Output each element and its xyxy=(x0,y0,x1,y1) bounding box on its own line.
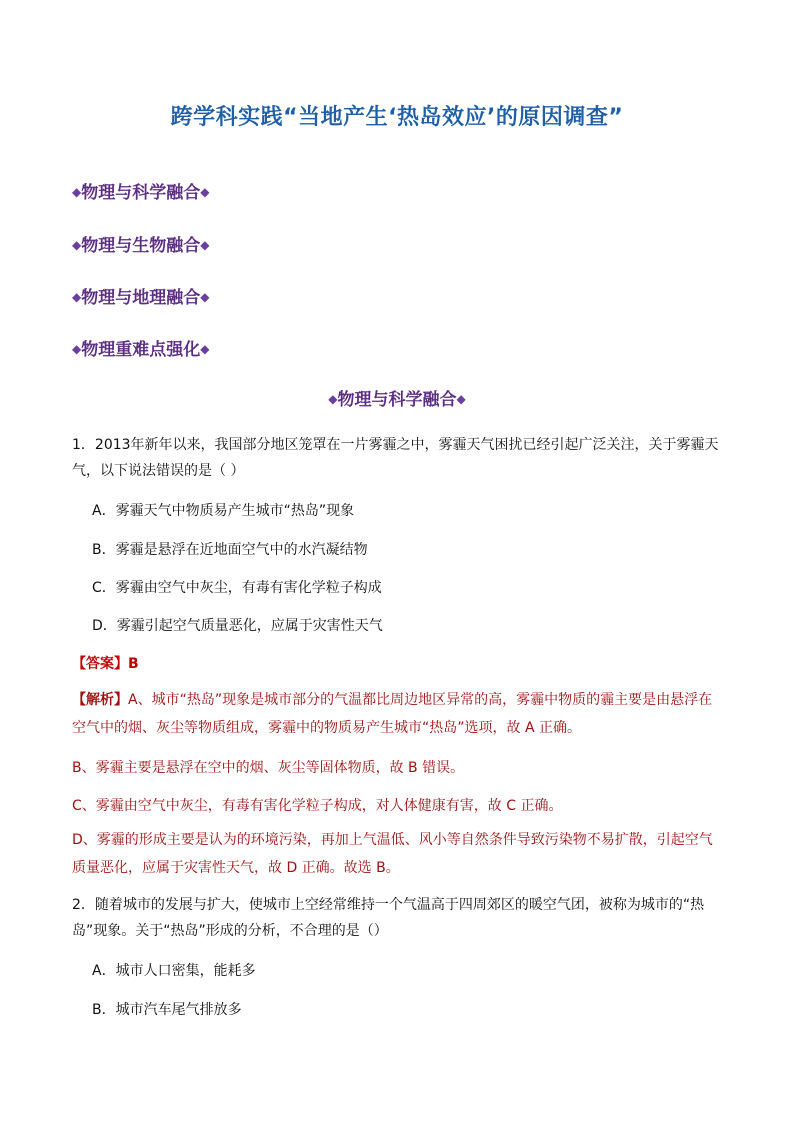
toc-item-label: 物理与科学融合 xyxy=(81,183,201,203)
question-1-option-b: B．雾霾是悬浮在近地面空气中的水汽凝结物 xyxy=(92,542,368,558)
diamond-icon: ◆ xyxy=(456,392,466,406)
diamond-icon: ◆ xyxy=(200,185,210,199)
question-1-answer xyxy=(72,653,139,673)
question-1-option-c: C．雾霾由空气中灰尘，有毒有害化学粒子构成 xyxy=(92,580,382,596)
question-2-option-b: B．城市汽车尾气排放多 xyxy=(92,1002,242,1018)
question-1-option-d: D．雾霾引起空气质量恶化，应属于灾害性天气 xyxy=(92,618,383,634)
toc-item-label: 物理重难点强化 xyxy=(81,340,201,360)
question-1-option-a: A．雾霾天气中物质易产生城市“热岛”现象 xyxy=(92,503,355,519)
toc-item-label: 物理与生物融合 xyxy=(81,236,201,256)
toc-item-science[interactable] xyxy=(72,178,209,203)
diamond-icon: ◆ xyxy=(72,290,82,304)
diamond-icon: ◆ xyxy=(200,238,210,252)
question-1-analysis-d: D、雾霾的形成主要是认为的环境污染，再加上气温低、风小等自然条件导致污染物不易扩散，引起空气质量恶化，应属于灾害性天气，故 D 正确。故选 B。 xyxy=(72,832,713,876)
toc-item-biology[interactable] xyxy=(72,231,209,256)
section-heading-label: 物理与科学融合 xyxy=(337,390,457,410)
toc-item-label: 物理与地理融合 xyxy=(81,288,201,308)
question-2-option-a: A．城市人口密集，能耗多 xyxy=(92,963,256,979)
diamond-icon: ◆ xyxy=(200,290,210,304)
answer-value: B xyxy=(128,656,139,672)
question-1-text: 1．2013年新年以来，我国部分地区笼罩在一片雾霾之中，雾霾天气困扰已经引起广泛关注，关于雾霾天气，以下说法错误的是（ ） xyxy=(72,437,719,479)
diamond-icon: ◆ xyxy=(72,238,82,252)
analysis-label: 【解析】 xyxy=(72,692,128,708)
answer-label: 【答案】 xyxy=(72,656,128,672)
question-1-analysis-b: B、雾霾主要是悬浮在空中的烟、灰尘等固体物质，故 B 错误。 xyxy=(72,760,465,776)
diamond-icon: ◆ xyxy=(328,392,338,406)
diamond-icon: ◆ xyxy=(72,342,82,356)
question-2-text: 2．随着城市的发展与扩大，使城市上空经常维持一个气温高于四周郊区的暖空气团，被称为城市的“热岛”现象。关于“热岛”形成的分析，不合理的是（） xyxy=(72,897,705,939)
diamond-icon: ◆ xyxy=(200,342,210,356)
question-1-analysis-c: C、雾霾由空气中灰尘，有毒有害化学粒子构成，对人体健康有害，故 C 正确。 xyxy=(72,798,563,814)
page-title: 跨学科实践“当地产生‘热岛效应’的原因调查” xyxy=(170,105,624,130)
question-1-analysis-a xyxy=(72,686,724,742)
analysis-text: A、城市“热岛”现象是城市部分的气温都比周边地区异常的高，雾霾中物质的霾主要是由悬浮在空气中的烟、灰尘等物质组成，雾霾中的物质易产生城市“热岛”选项，故 A 正确。 xyxy=(72,692,713,736)
diamond-icon: ◆ xyxy=(72,185,82,199)
toc-item-key-points[interactable] xyxy=(72,335,209,360)
section-heading xyxy=(0,385,794,410)
toc-item-geography[interactable] xyxy=(72,283,209,308)
